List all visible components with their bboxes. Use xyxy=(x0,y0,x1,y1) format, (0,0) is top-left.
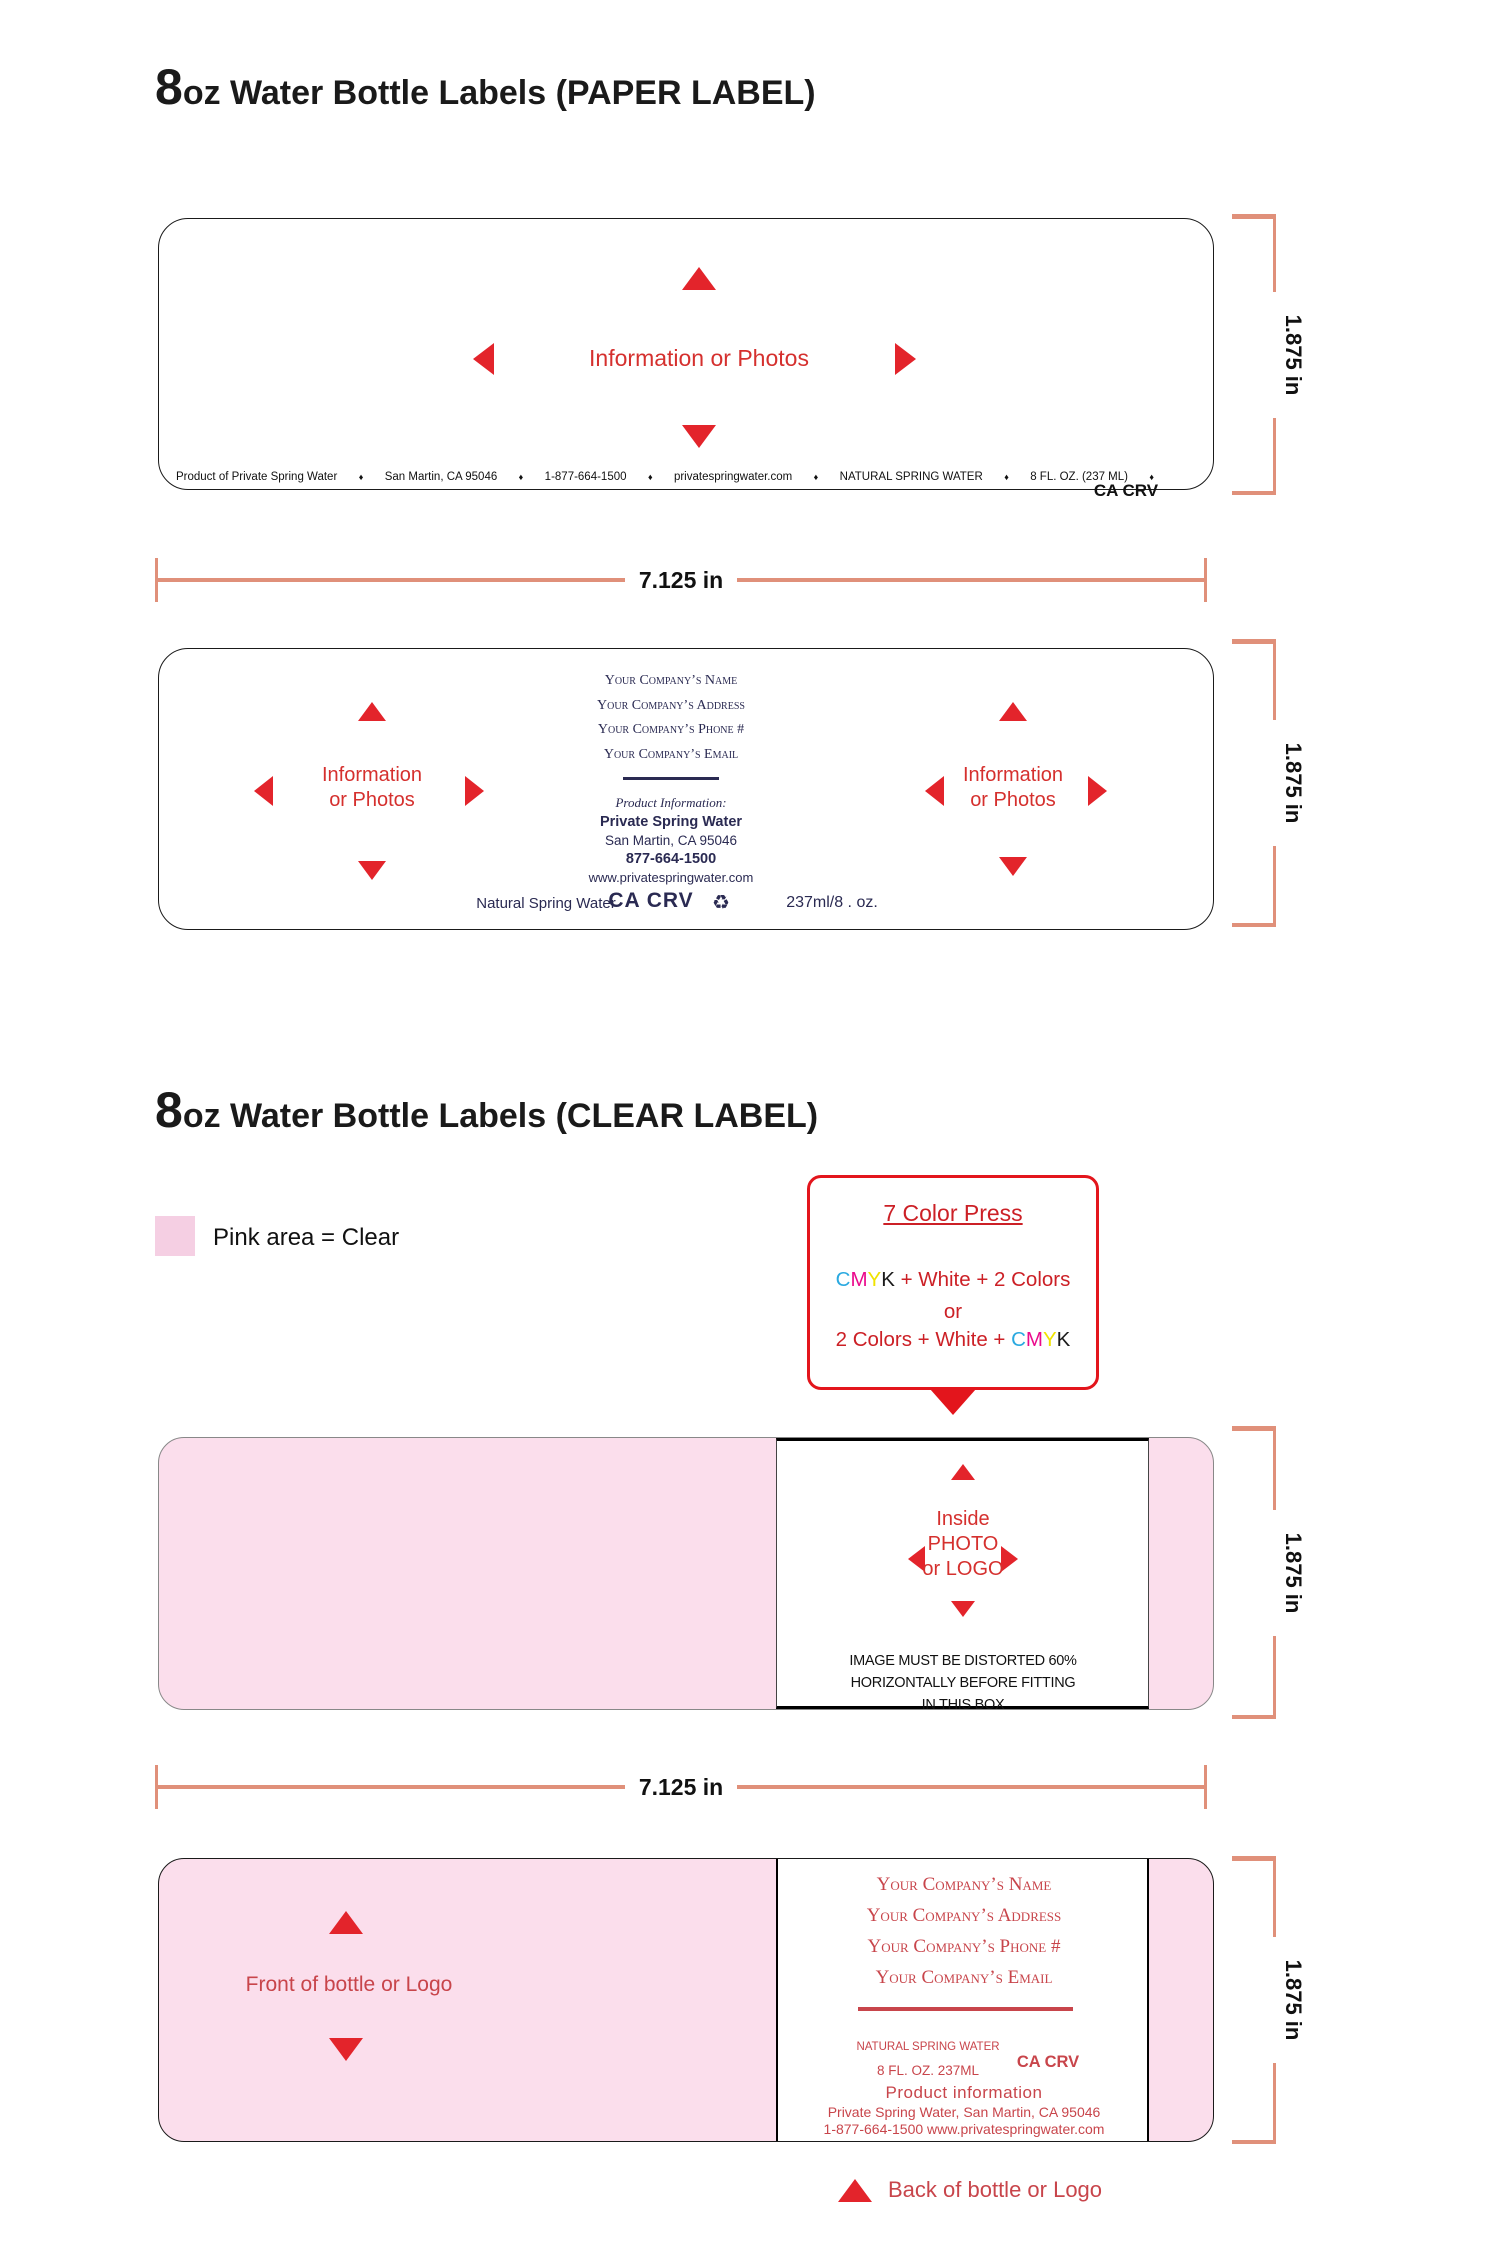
natural-spring-water-text: NATURAL SPRING WATER xyxy=(856,2041,1000,2053)
label1-footer-row xyxy=(176,471,1154,483)
footer-item: 8 FL. OZ. (237 ML) xyxy=(1030,471,1128,483)
photo-logo-window xyxy=(776,1438,1149,1713)
divider-line xyxy=(858,2007,1073,2011)
pink-legend-text: Pink area = Clear xyxy=(213,1224,400,1251)
clear-section-title xyxy=(155,1082,819,1138)
brand-address: Private Spring Water, San Martin, CA 95046 xyxy=(827,2104,1101,2120)
company-email-line: Your Company’s Email xyxy=(875,1967,1053,1988)
press-title: 7 Color Press xyxy=(883,1200,1023,1226)
height-dimension-value: 1.875 in xyxy=(1281,1532,1306,1613)
dimension-cap xyxy=(1232,923,1276,928)
info-photos-placeholder: Information or Photos xyxy=(589,345,809,371)
brand-website: www.privatespringwater.com xyxy=(588,870,754,885)
arrow-right-icon xyxy=(895,343,916,375)
diamond-separator-icon: ♦ xyxy=(813,472,819,482)
clear-label-front xyxy=(158,1437,1214,1713)
company-address-line: Your Company’s Address xyxy=(597,697,745,713)
arrow-up-icon xyxy=(358,702,386,721)
info-photos-placeholder: Information or Photos xyxy=(321,764,423,811)
seven-color-press-callout xyxy=(807,1175,1099,1390)
product-info-label: Product information xyxy=(885,2083,1043,2102)
paper-label-back xyxy=(158,648,1214,930)
dimension-cap xyxy=(1232,214,1276,219)
height-dimension-value: 1.875 in xyxy=(1281,742,1306,824)
height-dimension-label3 xyxy=(1232,1426,1306,1719)
dimension-line xyxy=(1273,1636,1277,1717)
brand-city: San Martin, CA 95046 xyxy=(604,833,738,848)
dimension-line xyxy=(1273,642,1277,720)
arrow-down-icon xyxy=(951,1601,975,1617)
company-info-window xyxy=(776,1859,1149,2141)
arrow-down-icon xyxy=(999,857,1027,876)
divider-line xyxy=(623,777,719,780)
dimension-cap xyxy=(1232,1856,1276,1861)
height-dimension-value: 1.875 in xyxy=(1281,314,1306,395)
height-dimension-label1 xyxy=(1232,214,1306,495)
brand-name: Private Spring Water xyxy=(599,814,743,830)
arrow-left-icon xyxy=(473,343,494,375)
dimension-line xyxy=(1273,2063,1277,2141)
distortion-note: IMAGE MUST BE DISTORTED 60% HORIZONTALLY BEFORE FITTING IN THIS BOX xyxy=(849,1653,1077,1713)
ca-crv-mark: CA CRV xyxy=(1093,481,1159,500)
dimension-line xyxy=(737,578,1204,582)
company-name-line: Your Company’s Name xyxy=(876,1874,1052,1895)
ca-crv-mark: CA CRV xyxy=(608,889,694,912)
dimension-tick xyxy=(1204,1765,1207,1809)
arrow-down-icon xyxy=(358,861,386,880)
footer-item: 1-877-664-1500 xyxy=(544,471,627,483)
arrow-up-icon xyxy=(951,1464,975,1480)
arrow-up-icon xyxy=(682,267,716,290)
arrow-down-icon xyxy=(682,425,716,448)
arrow-left-icon xyxy=(254,776,273,806)
press-line-1: CMYK + White + 2 Colors xyxy=(835,1268,1071,1291)
dimension-line xyxy=(1273,1859,1277,1937)
company-info-block xyxy=(521,669,821,767)
pink-swatch xyxy=(155,1216,195,1256)
footer-item: Product of Private Spring Water xyxy=(176,471,338,483)
paper-title-text: oz Water Bottle Labels (PAPER LABEL) xyxy=(182,74,816,112)
dimension-cap xyxy=(1232,639,1276,644)
recycle-icon: ♻ xyxy=(712,890,730,914)
diamond-separator-icon: ♦ xyxy=(1004,472,1009,482)
dimension-tick xyxy=(1204,558,1207,602)
arrow-up-icon xyxy=(329,1911,363,1934)
dimension-cap xyxy=(1232,1715,1276,1720)
clear-label-back xyxy=(158,1858,1214,2142)
info-photos-placeholder: Information or Photos xyxy=(962,764,1064,811)
back-of-bottle-caption: Back of bottle or Logo xyxy=(888,2177,1103,2202)
arrow-up-icon xyxy=(838,2179,872,2202)
press-line-2: 2 Colors + White + CMYK xyxy=(835,1328,1071,1351)
height-dimension-value: 1.875 in xyxy=(1281,1959,1306,2041)
dimension-line xyxy=(158,1785,625,1789)
clear-title-number: 8 xyxy=(155,1082,183,1138)
width-dimension-value: 7.125 in xyxy=(638,1773,724,1800)
width-dimension-clear xyxy=(155,1765,1207,1809)
clear-title-text: oz Water Bottle Labels (CLEAR LABEL) xyxy=(182,1097,819,1135)
volume-text: 237ml/8 . oz. xyxy=(786,894,878,911)
press-line-or: or xyxy=(943,1300,963,1323)
dimension-cap xyxy=(1232,1426,1276,1431)
width-dimension-value: 7.125 in xyxy=(638,566,724,593)
diamond-separator-icon: ♦ xyxy=(1149,472,1154,482)
natural-spring-water-text: Natural Spring Water xyxy=(476,895,616,912)
company-phone-line: Your Company’s Phone # xyxy=(867,1936,1061,1957)
company-name-line: Your Company’s Name xyxy=(604,673,738,688)
inside-photo-placeholder: Inside PHOTO or LOGO xyxy=(922,1508,1004,1580)
height-dimension-label4 xyxy=(1232,1856,1306,2144)
company-email-line: Your Company’s Email xyxy=(603,746,739,762)
company-phone-line: Your Company’s Phone # xyxy=(597,722,745,738)
ca-crv-mark: CA CRV xyxy=(1016,2053,1080,2071)
diamond-separator-icon: ♦ xyxy=(358,472,364,482)
brand-phone: 877-664-1500 xyxy=(625,851,717,867)
paper-title-number: 8 xyxy=(155,59,183,115)
dimension-line xyxy=(1273,846,1277,924)
arrow-down-icon xyxy=(329,2038,363,2061)
footer-item: NATURAL SPRING WATER xyxy=(839,471,983,483)
dimension-line xyxy=(1273,418,1277,493)
company-address-line: Your Company’s Address xyxy=(866,1905,1062,1926)
footer-item: privatespringwater.com xyxy=(673,471,793,483)
footer-item: San Martin, CA 95046 xyxy=(384,471,498,483)
volume-text: 8 FL. OZ. 237ML xyxy=(876,2063,980,2078)
company-info-block xyxy=(814,1869,1114,1993)
dimension-cap xyxy=(1232,2140,1276,2145)
front-of-bottle-placeholder: Front of bottle or Logo xyxy=(245,1973,453,1996)
width-dimension-paper xyxy=(155,558,1207,602)
dimension-cap xyxy=(1232,491,1276,496)
dimension-line xyxy=(1273,217,1277,292)
brand-phone-website: 1-877-664-1500 www.privatespringwater.com xyxy=(823,2121,1105,2137)
callout-pointer-icon xyxy=(930,1389,976,1415)
height-dimension-label2 xyxy=(1232,639,1306,927)
product-info-label: Product Information: xyxy=(615,795,727,810)
diamond-separator-icon: ♦ xyxy=(647,472,653,482)
paper-section-title xyxy=(155,59,816,115)
arrow-up-icon xyxy=(999,702,1027,721)
diamond-separator-icon: ♦ xyxy=(518,472,524,482)
dimension-line xyxy=(737,1785,1204,1789)
dimension-line xyxy=(1273,1429,1277,1510)
paper-label-front xyxy=(158,218,1214,500)
dimension-line xyxy=(158,578,625,582)
